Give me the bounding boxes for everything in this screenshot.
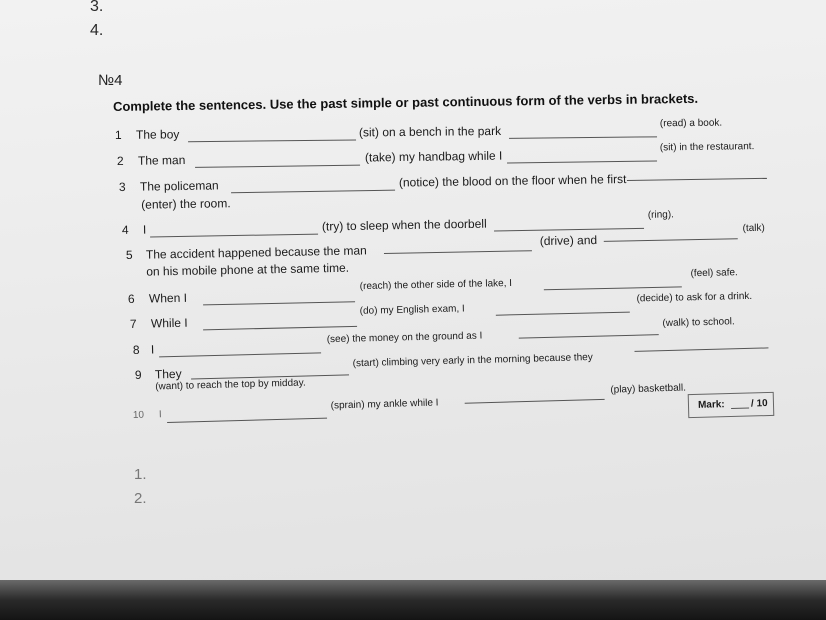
sentence-subject: The boy (135, 127, 180, 142)
answer-blank[interactable] (544, 286, 682, 290)
answer-blank[interactable] (203, 301, 355, 305)
sentence-number: 6 (127, 291, 135, 306)
screen-bezel (0, 580, 826, 620)
mark-label: Mark: (697, 399, 725, 411)
sentence-subject: The man (137, 153, 186, 168)
verb-clause-end: (talk) (742, 222, 765, 235)
verb-clause: (take) my handbag while I (364, 148, 503, 165)
answer-blank[interactable] (203, 326, 357, 330)
verb-clause-end: (walk) to school. (662, 316, 735, 330)
sentence-number: 8 (132, 342, 140, 357)
verb-clause: (try) to sleep when the doorbell (321, 216, 487, 234)
verb-clause-end: (ring). (647, 209, 675, 221)
sentence-subject: When I (148, 290, 188, 306)
verb-clause-end: (feel) safe. (690, 267, 738, 280)
answer-blank[interactable] (384, 250, 532, 254)
answer-blank[interactable] (519, 334, 659, 338)
sentence-3 (118, 170, 769, 212)
verb-clause: (see) the money on the ground as I (326, 330, 483, 346)
mark-blank[interactable] (731, 408, 749, 409)
mark-box (688, 392, 775, 418)
list-item-4: 4. (90, 22, 104, 39)
sentence-subject: I (150, 342, 155, 357)
answer-blank[interactable] (231, 190, 395, 194)
sentence-subject: The accident happened because the man (145, 243, 367, 262)
verb-clause: (start) climbing very early in the morning because they (352, 352, 593, 370)
answer-blank[interactable] (159, 352, 321, 357)
verb-clause: (reach) the other side of the lake, I (359, 277, 513, 293)
answer-blank[interactable] (496, 312, 630, 316)
answer-blank[interactable] (604, 238, 738, 242)
verb-clause: (sit) on a bench in the park (358, 123, 502, 140)
list-item-2: 2. (134, 490, 147, 507)
sentence-2 (116, 141, 767, 172)
sentence-number: 3 (118, 179, 126, 194)
sentence-1 (114, 117, 735, 146)
answer-blank[interactable] (188, 139, 356, 142)
answer-blank[interactable] (150, 234, 318, 238)
verb-clause-continued: on his mobile phone at the same time. (146, 260, 350, 279)
verb-clause-end: (enter) the room. (141, 196, 231, 212)
answer-blank[interactable] (494, 228, 644, 232)
verb-clause-end: (read) a book. (659, 117, 723, 130)
verb-clause: (drive) and (539, 232, 598, 249)
sentence-subject: I (142, 222, 147, 237)
sentence-number: 1 (114, 127, 122, 142)
sentence-number: 7 (129, 316, 137, 331)
list-item-1: 1. (134, 466, 147, 483)
sentence-subject: The policeman (139, 178, 219, 194)
sentence-number: 10 (132, 409, 145, 421)
verb-clause: (sprain) my ankle while I (330, 397, 439, 412)
list-item-3: 3. (90, 0, 104, 15)
answer-blank[interactable] (167, 418, 327, 423)
verb-clause-end: (sit) in the restaurant. (659, 141, 755, 154)
sentence-subject: While I (150, 315, 188, 331)
sentence-number: 5 (125, 247, 133, 262)
verb-clause: (do) my English exam, I (359, 303, 465, 317)
answer-blank[interactable] (195, 165, 360, 168)
sentence-number: 4 (121, 222, 129, 237)
instruction-text: Complete the sentences. Use the past simple or past continuous form of the verbs in brackets. (112, 90, 699, 114)
sentence-number: 2 (116, 153, 124, 168)
sentence-subject: They (154, 366, 182, 382)
answer-blank[interactable] (509, 136, 657, 139)
mark-total: / 10 (750, 398, 768, 410)
sentence-4 (121, 209, 682, 241)
verb-clause: (notice) the blood on the floor when he first (398, 172, 627, 190)
answer-blank[interactable] (627, 178, 767, 181)
answer-blank[interactable] (507, 160, 657, 163)
verb-clause-end: (decide) to ask for a drink. (636, 290, 753, 305)
exercise-title: №4 (98, 72, 123, 89)
sentence-subject: I (158, 409, 162, 421)
verb-clause-end: (want) to reach the top by midday. (155, 377, 306, 393)
verb-clause-end: (play) basketball. (610, 382, 687, 396)
answer-blank[interactable] (465, 399, 605, 404)
sentence-number: 9 (134, 367, 142, 382)
